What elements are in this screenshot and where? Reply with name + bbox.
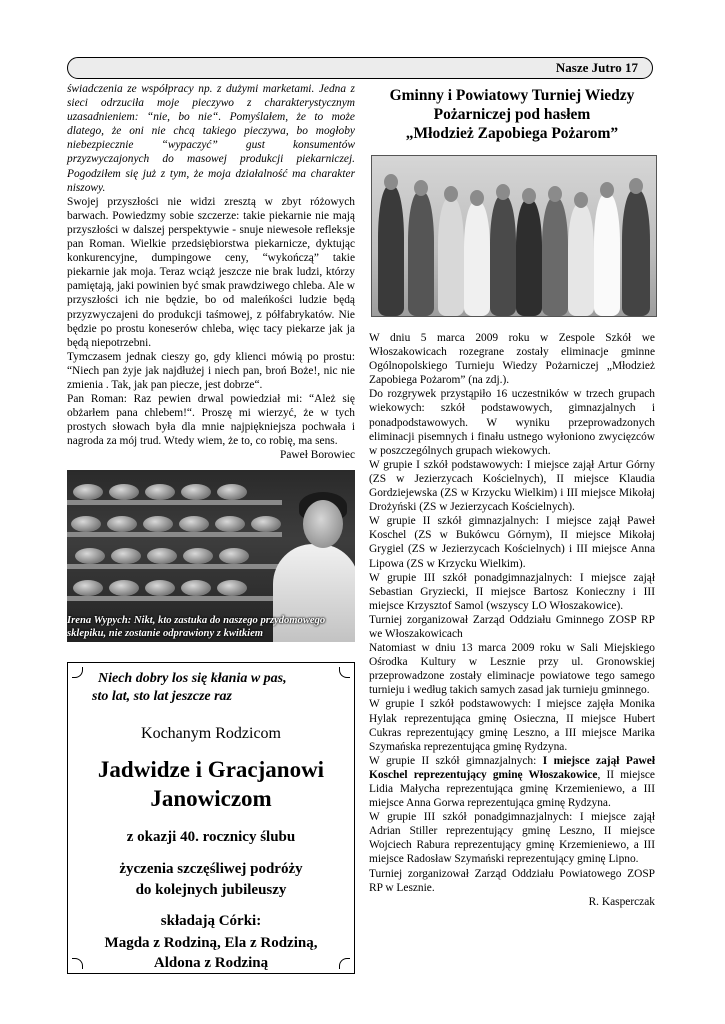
shelf [67,500,282,505]
article-paragraph: Swojej przyszłości nie widzi zresztą w zbyt różowych barwach. Powiedzmy sobie szczerze: takie piekarnie nie mają przyszłości w dalszej perspektywie - snuje niewesołe refleksje pan Roman. Wielkie przedsiębiorstwa piekarnicze, dyktując konkurencyjne, dumpingowe ceny, “wykończą” takie piekarnie jak moja. Teraz wciąż jeszcze nie brak ludzi, którzy pamiętają, jaki powinien być smak prawdziwego chleba. Ale w przyszłości ich nie będzie, bo od maleńkości ludzie będą przyzwyczajeni do produkcji taśmowej, z półfabrykatów. Nie będzie po prostu koneserów chleba, więc tacy piekarze jak ja będą niepotrzebni. [67,195,355,349]
person-figure [622,190,650,316]
article-signature: Paweł Borowiec [280,449,355,462]
bread-loaf [179,516,209,532]
article-paragraph: W grupie I szkół podstawowych: I miejsce zajęła Monika Hylak reprezentująca gminę Osieczna, II miejsce Hubert Cukras reprezentujący gminę Leszno, a III miejsce Marika Szymańska reprezentująca gminę Rydzyna. [369,698,655,753]
article-title-line: „Młodzież Zapobiega Pożarom” [405,125,619,142]
page-header-text: Nasze Jutro 17 [555,60,638,75]
frame-corner [72,667,83,678]
person-figure [490,196,516,316]
bread-loaf [111,548,141,564]
bread-loaf [143,516,173,532]
article-paragraph [369,754,655,810]
wish-content-line: życzenia szczęśliwej podróży [119,861,303,878]
wish-verse-line: sto lat, sto lat jeszcze raz [92,689,233,705]
person-figure [516,200,542,316]
frame-corner [339,667,350,678]
person-head [496,184,510,200]
person-figure [378,186,404,316]
paragraph-text: W grupie II szkół gimnazjalnych: [369,754,543,767]
shelf [67,564,282,569]
bread-loaf [217,484,247,500]
person-figure [464,202,490,316]
article-paragraph: W dniu 5 marca 2009 roku w Zespole Szkół we Włoszakowicach rozegrane zostały eliminacje gminne Ogólnopolskiego Turnieju Wiedzy Pożarniczej „Młodzież Zapobiega Pożarom” (na zdj.). [369,332,655,387]
photo-caption: Irena Wypych: Nikt, kto zastuka do naszego przydomowego sklepiku, nie zostanie odprawiony z kwitkiem [67,615,326,640]
bread-loaf [217,580,247,596]
bread-loaf [71,516,101,532]
bread-loaf [251,516,281,532]
article-title [369,86,655,143]
article-title-line: Gminny i Powiatowy Turniej Wiedzy [389,87,635,104]
article-paragraph: W grupie III szkół ponadgimnazjalnych: I miejsce zajął Adrian Stiller reprezentujący gminę Leszno, II miejsce Wojciech Rabura reprezentujący gminę Krzemieniewo, a III miejsce Radosław Szymański reprezentujący gminę Lipno. [369,811,655,866]
wish-content-line: do kolejnych jubileuszy [135,882,287,899]
person-head [470,190,484,206]
wish-recipients-label: Kochanym Rodzicom [141,725,281,743]
wish-family-line: Aldona z Rodziną [153,955,269,972]
person-head [600,182,614,198]
article-paragraph: W grupie I szkół podstawowych: I miejsce zajął Artur Górny (ZS w Jezierzycach Kościelnych), II miejsce Klaudia Gordziejewska (ZS w Krzycku Wielkim) i III miejsce Mikołaj Drożyński (ZS w Jezierzycach Kościelnych). [369,458,655,514]
bread-loaf [145,484,175,500]
left-column [67,82,355,974]
article-paragraph: Tymczasem jednak cieszy go, gdy klienci mówią po prostu: “Niech pan żyje jak najdłużej i niech pan, broń Boże!, nic nie zmienia . Tak, jak pan piecze, jest dobrze“. [67,350,355,391]
group-photo [371,155,657,317]
paragraph-text: , II miejsce Lidia Małycha reprezentująca gminę Krzemieniewo, a III miejsce Anna Gorwa reprezentująca gminę Rydzyna. [369,768,655,810]
bakery-photo [67,470,355,642]
bread-loaf [219,548,249,564]
article-body [369,331,655,909]
page-header-bar [67,57,653,79]
wish-names-line: Janowiczom [150,786,272,812]
person-head [574,192,588,208]
bread-loaf [147,548,177,564]
bread-loaf [109,580,139,596]
person-head [629,178,643,194]
shelf [67,532,282,537]
person-head [414,180,428,196]
bread-loaf [109,484,139,500]
person-figure [594,194,620,316]
shelf [67,596,282,601]
bread-loaf [73,484,103,500]
article-signature: R. Kasperczak [588,895,655,908]
bread-loaf [215,516,245,532]
bread-loaf [107,516,137,532]
wish-verse-line: Niech dobry los się kłania w pas, [98,671,287,687]
bread-loaf [73,580,103,596]
article-title-line: Pożarniczej pod hasłem [433,106,591,123]
article-paragraph: świadczenia ze współpracy np. z dużymi marketami. Jedna z sieci odrzuciła moje pieczywo z charakterystycznym uzasadnieniem: “nie, bo nie“. Pomyślałem, że to może dlatego, że oni nie chcą takiego pieczywa, bo mogłoby niebezpiecznie “wypaczyć” gust konsumentów przyzwyczajonych do masowej produkcji piekarniczej. Pogodziłem się już z tym, że moja działalność ma charakter niszowy. [67,83,355,194]
wish-family [68,933,354,973]
person-head [548,186,562,202]
wish-names [68,755,354,813]
bread-loaf [75,548,105,564]
article-paragraph: W grupie III szkół ponadgimnazjalnych: I miejsce zajął Sebastian Gryziecki, II miejsce Bartosz Konieczny i III miejsce Krzysztof Samol (wszyscy LO Włoszakowice). [369,571,655,612]
person-figure [438,198,464,316]
person-head [522,188,536,204]
right-column [369,82,655,909]
article-paragraph: W grupie II szkół gimnazjalnych: I miejsce zajął Paweł Koschel (ZS w Bukówcu Górnym), II miejsce Mikołaj Grygiel (ZS w Jezierzycach Kościelnych) i III miejsce Anna Lipowa (ZS w Krzycku Wielkim). [369,515,655,570]
article-paragraph: Do rozgrywek przystąpiło 16 uczestników w trzech grupach wiekowych: szkół podstawowych, gimnazjalnych i ponadpodstawowych. W wyniku przeprowadzonych eliminacji pisemnych i finału ustnego wyłoniono zwycięzców w poszczególnych grupach wiekowych. [369,388,655,457]
paragraph-bold-text: I miejsce zajął Paweł Koschel reprezentujący gminę Włoszakowice [369,754,656,781]
anniversary-wishes-box [67,662,355,974]
person-figure [408,192,434,316]
article-paragraph: Turniej zorganizował Zarząd Oddziału Powiatowego ZOSP RP w Lesznie. [369,867,655,894]
wish-from: składają Córki: [160,913,262,930]
wish-content [68,859,354,901]
person-head [384,174,398,190]
person-figure [568,204,594,316]
bread-loaf [183,548,213,564]
wish-family-line: Magda z Rodziną, Ela z Rodziną, [104,935,318,952]
bread-loaf [181,580,211,596]
woman-face [303,500,343,548]
wish-names-line: Jadwidze i Gracjanowi [97,757,325,783]
bread-loaf [145,580,175,596]
person-head [444,186,458,202]
person-figure [542,198,568,316]
wish-occasion: z okazji 40. rocznicy ślubu [126,829,296,846]
bread-loaf [181,484,211,500]
article-paragraph: Turniej zorganizował Zarząd Oddziału Gminnego ZOSP RP we Włoszakowicach [369,613,655,640]
article-paragraph: Natomiast w dniu 13 marca 2009 roku w Sali Miejskiego Ośrodka Kultury w Lesznie przy ul. Gronowskiej przeprowadzone zostały eliminacje powiatowe tego samego turnieju i według takich samych zasad jak turnieju gminnego. [369,642,655,697]
article-paragraph: Pan Roman: Raz pewien drwal powiedział mi: “Ależ się obżarłem pana chlebem!“. Proszę mi wierzyć, że w tych prostych słowach była dla mnie najpiękniejsza pochwała i nagroda za mój trud. Wtedy wiem, że to, co robię, ma sens. [67,393,355,448]
